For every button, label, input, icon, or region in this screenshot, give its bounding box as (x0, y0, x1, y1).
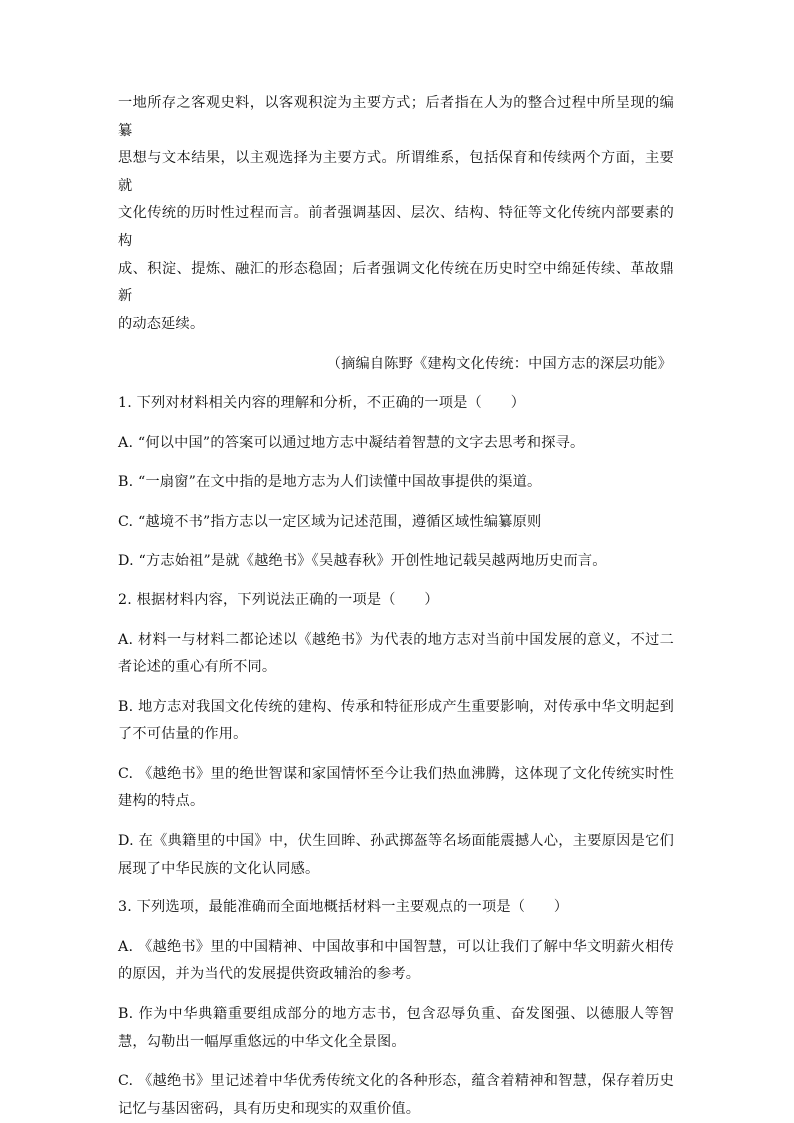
document-page (118, 90, 674, 1123)
source-citation: （摘编自陈野《建构文化传统：中国方志的深层功能》 (326, 356, 672, 373)
passage-line: 一地所存之客观史料，以客观积淀为主要方式；后者指在人为的整合过程中所呈现的编纂 (118, 95, 674, 139)
option-a: A. 材料一与材料二都论述以《越绝书》为代表的地方志对当前中国发展的意义，不过二者论述的重心有所不同。 (118, 631, 674, 676)
option-b: B. 地方志对我国文化传统的建构、传承和特征形成产生重要影响，对传承中华文明起到了不可估量的作用。 (118, 698, 674, 743)
passage-line: 的动态延续。 (118, 315, 205, 332)
question-stem: 3. 下列选项，最能准确而全面地概括材料一主要观点的一项是（ ） (118, 899, 569, 916)
option-c: C. “越境不书”指方志以一定区域为记述范围，遵循区域性编纂原则 (118, 513, 542, 530)
option-b: B. 作为中华典籍重要组成部分的地方志书，包含忍辱负重、奋发图强、以德服人等智慧，勾勒出一幅厚重悠远的中华文化全景图。 (118, 1006, 674, 1050)
option-d: D. 在《典籍里的中国》中，伏生回眸、孙武掷盔等名场面能震撼人心，主要原因是它们展现了中华民族的文化认同感。 (118, 833, 674, 877)
question-1 (118, 390, 674, 576)
question-stem: 1. 下列对材料相关内容的理解和分析，不正确的一项是（ ） (118, 394, 526, 411)
option-c: C. 《越绝书》里的绝世智谋和家国情怀至今让我们热血沸腾，这体现了文化传统实时性建构的特点。 (118, 765, 674, 810)
passage (118, 90, 674, 338)
question-2 (118, 587, 674, 883)
passage-line: 文化传统的历时性过程而言。前者强调基因、层次、结构、特征等文化传统内部要素的构 (118, 205, 674, 249)
option-a: A. 《越绝书》里的中国精神、中国故事和中国智慧，可以让我们了解中华文明薪火相传的原因，并为当代的发展提供资政辅治的参考。 (118, 938, 674, 983)
option-d: D. “方志始祖”是就《越绝书》《吴越春秋》开创性地记载吴越两地历史而言。 (118, 553, 607, 570)
option-b: B. “一扇窗”在文中指的是地方志为人们读懂中国故事提供的渠道。 (118, 474, 542, 491)
passage-line: 思想与文本结果，以主观选择为主要方式。所谓维系，包括保育和传续两个方面，主要就 (118, 150, 674, 194)
passage-line: 成、积淀、提炼、融汇的形态稳固；后者强调文化传统在历史时空中绵延传续、革故鼎新 (118, 260, 674, 305)
question-3 (118, 894, 674, 1123)
question-stem: 2. 根据材料内容，下列说法正确的一项是（ ） (118, 591, 439, 608)
option-c: C. 《越绝书》里记述着中华优秀传统文化的各种形态，蕴含着精神和智慧，保存着历史记忆与基因密码，具有历史和现实的双重价值。 (118, 1073, 674, 1117)
option-a: A. “何以中国”的答案可以通过地方志中凝结着智慧的文字去思考和探寻。 (118, 434, 585, 451)
